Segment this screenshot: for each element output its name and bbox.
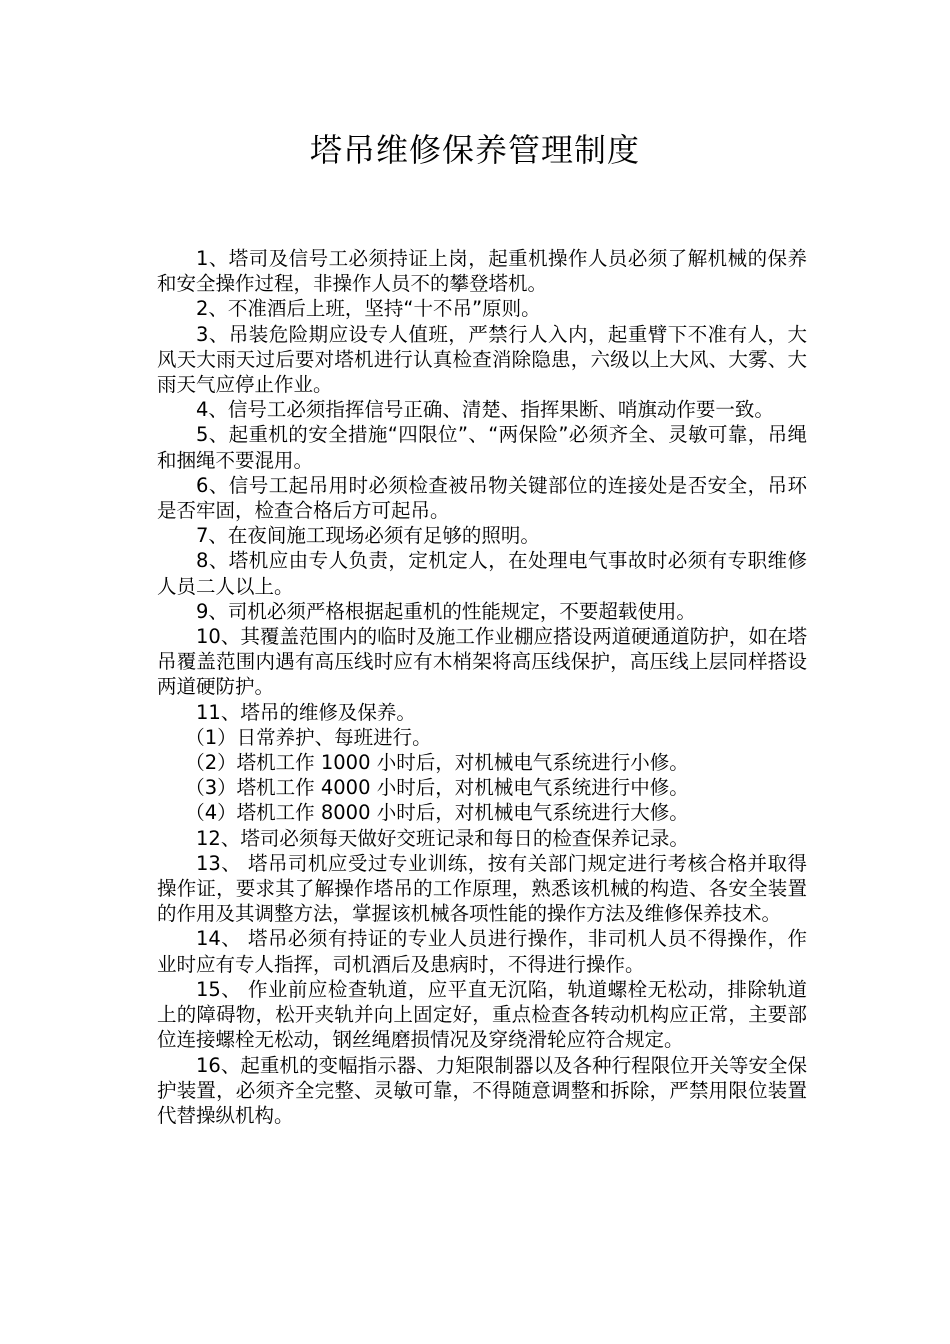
- sub-item-3: （3）塔机工作 4000 小时后，对机械电气系统进行中修。: [185, 776, 689, 800]
- paragraph-8: 8、塔机应由专人负责，定机定人，在处理电气事故时必须有专职维修人员二人以上。: [157, 549, 807, 598]
- paragraph-3: 3、吊装危险期应设专人值班，严禁行人入内，起重臂下不准有人，大风天大雨天过后要对塔机进行认真检查消除隐患，六级以上大风、大雾、大雨天气应停止作业。: [157, 322, 807, 397]
- paragraph-15: 15、 作业前应检查轨道，应平直无沉陷，轨道螺栓无松动，排除轨道上的障碍物，松开夹轨并向上固定好，重点检查各转动机构应正常，主要部位连接螺栓无松动，钢丝绳磨损情况及穿绕滑轮应符合规定。: [157, 977, 807, 1052]
- paragraph-6: 6、信号工起吊用时必须检查被吊物关键部位的连接处是否安全，吊环是否牢固，检查合格后方可起吊。: [157, 473, 807, 523]
- paragraph-9: 9、司机必须严格根据起重机的性能规定，不要超载使用。: [196, 599, 696, 623]
- paragraph-14: 14、 塔吊必须有持证的专业人员进行操作，非司机人员不得操作，作业时应有专人指挥，司机酒后及患病时，不得进行操作。: [157, 927, 807, 976]
- paragraph-1: 1、塔司及信号工必须持证上岗，起重机操作人员必须了解机械的保养和安全操作过程，非操作人员不的攀登塔机。: [157, 247, 807, 296]
- paragraph-13: 13、 塔吊司机应受过专业训练，按有关部门规定进行考核合格并取得操作证，要求其了解操作塔吊的工作原理，熟悉该机械的构造、各安全装置的作用及其调整方法，掌握该机械各项性能的操作方法及维修保养技术。: [157, 851, 807, 926]
- paragraph-2: 2、不准酒后上班，坚持“十不吊”原则。: [196, 297, 541, 321]
- sub-item-2: （2）塔机工作 1000 小时后，对机械电气系统进行小修。: [185, 751, 689, 775]
- sub-item-1: （1）日常养护、每班进行。: [185, 725, 432, 749]
- paragraph-11: 11、塔吊的维修及保养。: [196, 700, 416, 724]
- paragraph-10: 10、其覆盖范围内的临时及施工作业棚应搭设两道硬通道防护，如在塔吊覆盖范围内遇有高压线时应有木梢架将高压线保护，高压线上层同样搭设两道硬防护。: [157, 625, 807, 699]
- paragraph-5: 5、起重机的安全措施“四限位”、“两保险”必须齐全、灵敏可靠，吊绳和捆绳不要混用。: [157, 423, 807, 472]
- paragraph-12: 12、塔司必须每天做好交班记录和每日的检查保养记录。: [196, 826, 689, 850]
- document-body: [157, 246, 807, 1128]
- sub-item-4: （4）塔机工作 8000 小时后，对机械电气系统进行大修。: [185, 801, 689, 825]
- document-title: 塔吊维修保养管理制度: [309, 131, 640, 169]
- paragraph-7: 7、在夜间施工现场必须有足够的照明。: [196, 524, 540, 548]
- paragraph-4: 4、信号工必须指挥信号正确、清楚、指挥果断、哨旗动作要一致。: [196, 398, 774, 422]
- paragraph-16: 16、起重机的变幅指示器、力矩限制器以及各种行程限位开关等安全保护装置，必须齐全完整、灵敏可靠，不得随意调整和拆除，严禁用限位装置代替操纵机构。: [157, 1053, 807, 1127]
